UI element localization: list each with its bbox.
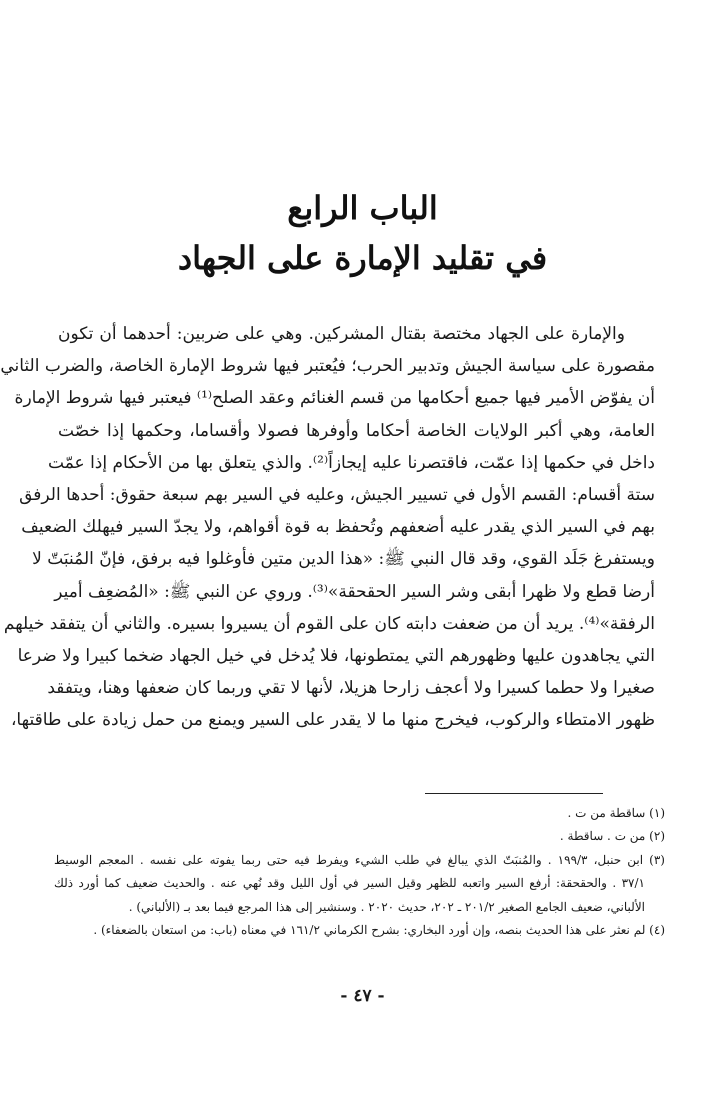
footnote-3-continued: الألباني، ضعيف الجامع الصغير ٢٠١/٢ ـ ٢٠٢، حديث ٢٠٢٠ . وسنشير إلى هذا المرجع فيما بعد بـ (الألباني) . bbox=[128, 899, 645, 914]
footnotes bbox=[54, 802, 665, 942]
text-line: داخل في حكمها إذا عمّت، فاقتصرنا عليه إيجازاً⁽²⁾. والذي يتعلق بها من الأحكام إذا عمّت bbox=[48, 452, 655, 473]
footnote-2: (٢) من ت . ساقطة . bbox=[559, 829, 665, 844]
text-line: العامة، وهي أكبر الولايات الخاصة أحكاما وأوفرها فصولا وأقساما، وحكمها إذا خصّت bbox=[58, 420, 655, 441]
main-text bbox=[0, 318, 655, 736]
text-line: أن يفوّض الأمير فيها جميع أحكامها من قسم الغنائم وعقد الصلح⁽¹⁾ فيعتبر فيها شروط الإمارة bbox=[14, 388, 655, 409]
footnote-3-continued: ٣٧/١ . والحقحقة: أرفع السير واتعبه للظهر وقيل السير في أول الليل وقد نُهي عنه . والحديث ضعيف كما أورد ذلك bbox=[54, 876, 645, 891]
footnote-divider bbox=[425, 793, 603, 794]
page-number: - ٤٧ - bbox=[340, 986, 385, 1006]
text-line: ويستفرغ جَلَد القوي، وقد قال النبي ﷺ: «هذا الدين متين فأوغلوا فيه برفق، فإنّ المُنبَتّ لا bbox=[32, 549, 655, 570]
chapter-subtitle: في تقليد الإمارة على الجهاد bbox=[177, 239, 548, 277]
footnote-3: (٣) ابن حنبل، ١٩٩/٣ . والمُنبَتّ الذي يبالغ في طلب الشيء ويفرط فيه حتى ربما يفوته على نفسه . المعجم الوسيط bbox=[54, 852, 665, 867]
chapter-title: الباب الرابع bbox=[287, 189, 438, 227]
text-line: التي يجاهدون عليها وظهورهم التي يمتطونها، فلا يُدخل في خيل الجهاد ضخما كبيرا ولا ضرعا bbox=[17, 645, 655, 666]
text-line: الرفقة»⁽⁴⁾. يريد أن من ضعفت دابته كان على القوم أن يسيروا بسيره. والثاني أن يتفقد خيلهم bbox=[3, 613, 655, 634]
text-line: ظهور الامتطاء والركوب، فيخرج منها ما لا يقدر على السير ويمنع من حمل زيادة على طاقتها، bbox=[10, 710, 655, 731]
text-line: والإمارة على الجهاد مختصة بقتال المشركين. وهي على ضربين: أحدهما أن تكون bbox=[58, 324, 625, 344]
text-line: صغيرا ولا حطما كسيرا ولا أعجف زارحا هزيلا، لأنها لا تقي وربما كان ضعفها وهنا، ويتفقد bbox=[47, 678, 655, 699]
text-line: ستة أقسام: القسم الأول في تسيير الجيش، وعليه في السير بهم سبعة حقوق: أحدها الرفق bbox=[19, 484, 655, 505]
text-line: مقصورة على سياسة الجيش وتدبير الحرب؛ فيُعتبر فيها شروط الإمارة الخاصة، والضرب الثاني bbox=[0, 356, 655, 377]
text-line: بهم في السير الذي يقدر عليه أضعفهم وتُحفظ به قوة أقواهم، ولا يجدّ السير فيهلك الضعيف bbox=[21, 517, 655, 538]
footnote-4: (٤) لم نعثر على هذا الحديث بنصه، وإن أورد البخاري: بشرح الكرماني ١٦١/٢ في معناه (باب: من استعان بالضعفاء) . bbox=[93, 922, 665, 937]
footnote-1: (١) ساقطة من ت . bbox=[567, 806, 665, 820]
text-line: أرضا قطع ولا ظهرا أبقى وشر السير الحقحقة»⁽³⁾. وروي عن النبي ﷺ: «المُضعِف أمير bbox=[54, 581, 655, 602]
